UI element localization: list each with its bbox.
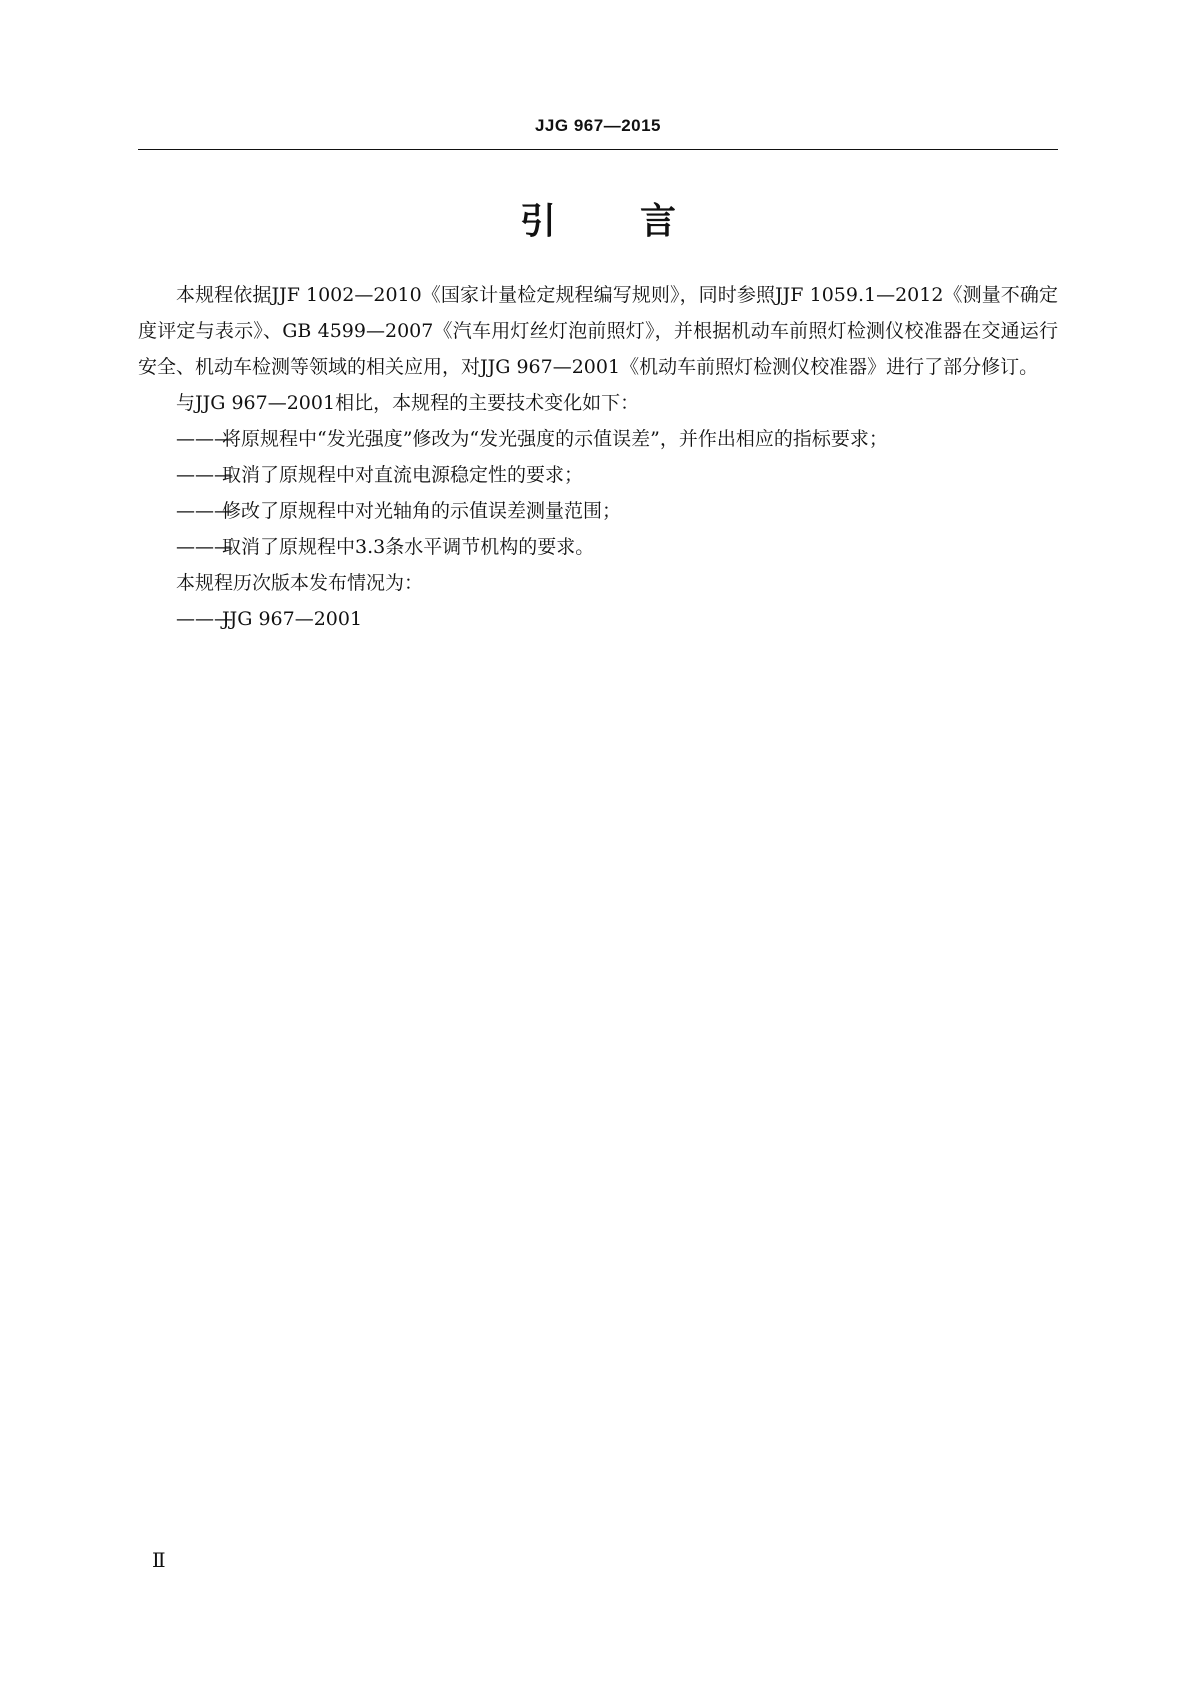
history-item-1	[138, 601, 1058, 637]
intro-paragraph: 本规程依据JJF 1002—2010《国家计量检定规程编写规则》，同时参照JJF 1059.1—2012《测量不确定度评定与表示》、GB 4599—2007《汽车用灯丝灯泡前照灯》，并根据机动车前照灯检测仪校准器在交通运行安全、机动车检测等领域的相关应用，对JJG 967—2001《机动车前照灯检测仪校准器》进行了部分修订。	[138, 284, 1058, 378]
history-item-text: JJG 967—2001	[222, 608, 363, 630]
body-text	[138, 277, 1058, 637]
changes-intro: 与JJG 967—2001相比，本规程的主要技术变化如下：	[176, 392, 640, 414]
change-item-1	[138, 421, 1058, 457]
history-intro: 本规程历次版本发布情况为：	[176, 572, 424, 594]
dash-marker: ———	[176, 500, 233, 522]
title-char-1: 引	[519, 201, 556, 242]
running-header: JJG 967—2015	[534, 116, 662, 135]
change-item-text: 取消了原规程中3.3条水平调节机构的要求。	[222, 536, 595, 558]
change-item-text: 取消了原规程中对直流电源稳定性的要求；	[222, 464, 584, 486]
dash-marker: ———	[176, 536, 233, 558]
change-item-text: 修改了原规程中对光轴角的示值误差测量范围；	[222, 500, 622, 522]
change-item-4	[138, 529, 1058, 565]
change-item-2	[138, 457, 1058, 493]
change-item-3	[138, 493, 1058, 529]
page-number: Ⅱ	[152, 1548, 166, 1572]
change-item-text: 将原规程中“发光强度”修改为“发光强度的示值误差”，并作出相应的指标要求；	[222, 428, 888, 450]
title-char-2: 言	[640, 201, 677, 242]
section-title	[138, 198, 1058, 246]
dash-marker: ———	[176, 608, 233, 630]
dash-marker: ———	[176, 464, 233, 486]
header-divider	[138, 149, 1058, 150]
dash-marker: ———	[176, 428, 233, 450]
